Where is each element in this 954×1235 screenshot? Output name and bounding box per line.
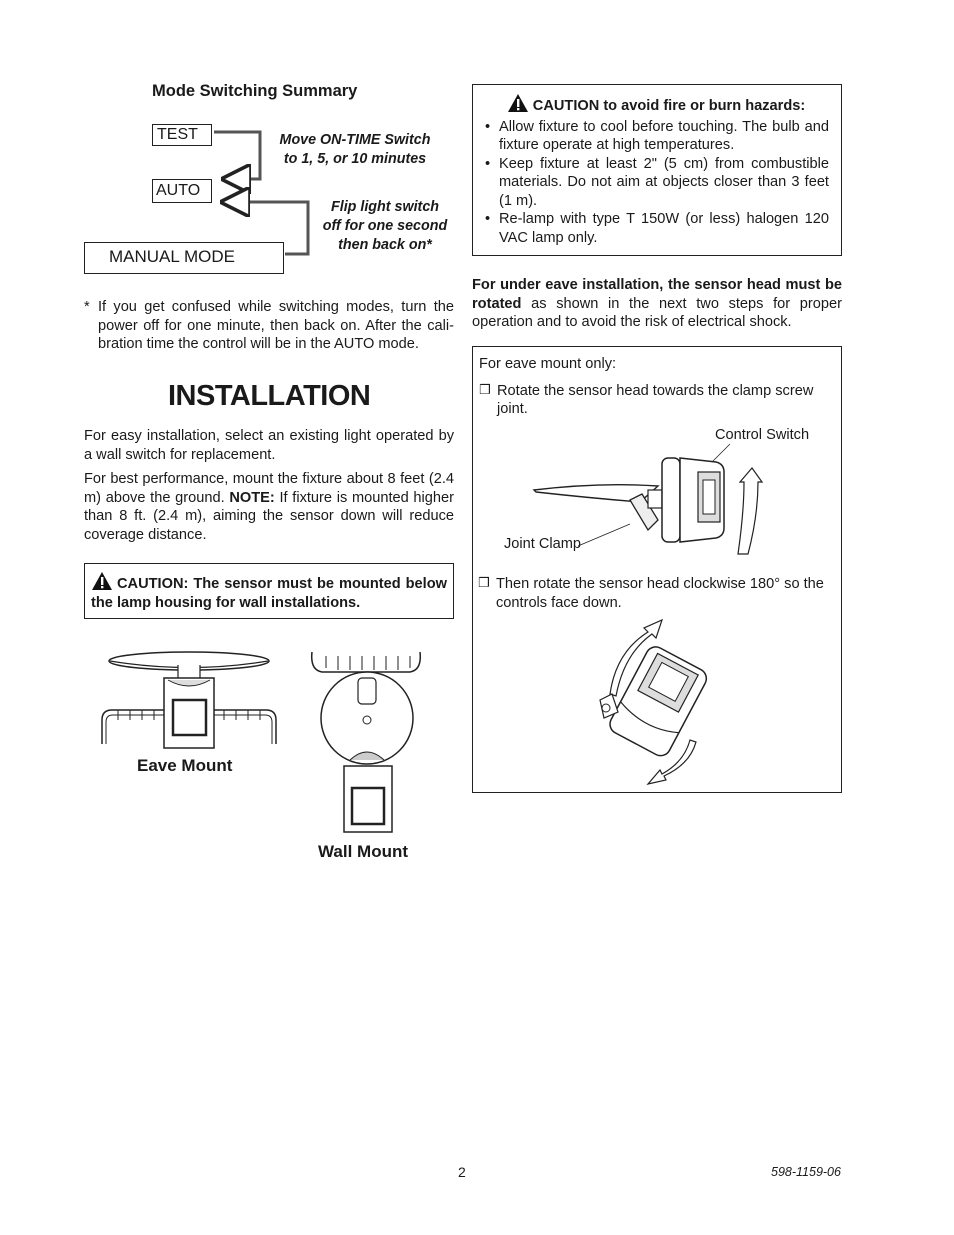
- mode-summary-title: Mode Switching Summary: [152, 82, 358, 100]
- warning-icon: [507, 93, 529, 113]
- auto-mode-box: [152, 179, 212, 203]
- footnote-marker: *: [84, 299, 90, 315]
- fire-caution-list: [483, 118, 829, 248]
- manual-mode-label: MANUAL MODE: [109, 247, 235, 266]
- fire-caution-title: CAUTION to avoid fire or burn hazards:: [532, 98, 806, 114]
- document-number: 598-1159-06: [771, 1165, 841, 1179]
- installation-para-2: For best performance, mount the fixture about 8 feet (2.4 m) above the ground. NOTE: If fixture is mounted higher than 8 ft. (2.4 m), aiming the sensor down will reduce coverage distance.: [84, 471, 454, 543]
- mount-caution-text: CAUTION: The sensor must be mounted below the lamp housing for wall installations.: [91, 576, 447, 611]
- sensor-rotate-step1-illustration: [530, 442, 770, 562]
- list-item: • Allow fixture to cool before touching. The bulb and fixture operate at high temperatures.: [483, 118, 829, 155]
- test-mode-box: [152, 124, 212, 146]
- list-item: • Re-lamp with type T 150W (or less) halogen 120 VAC lamp only.: [483, 210, 829, 247]
- eave-step-2: ❒ Then rotate the sensor head clockwise 180° so the controls face down.: [478, 575, 854, 612]
- mount-caution-box: [84, 563, 454, 619]
- flip-switch-instruction: Flip light switch off for one second then back on*: [322, 199, 448, 253]
- test-to-auto-arrow: [214, 132, 260, 179]
- wall-mount-illustration: [306, 648, 426, 834]
- wall-mount-label: Wall Mount: [318, 842, 409, 861]
- control-switch-label: Control Switch: [715, 427, 810, 443]
- eave-intro: For eave mount only:: [479, 356, 617, 372]
- footnote-text: If you get confused while switching modes, turn the power off for one minute, then back on. After the cali-bration time the control will be in the AUTO mode.: [98, 299, 454, 352]
- warning-icon: [91, 571, 113, 591]
- eave-step-1: ❒ Rotate the sensor head towards the clamp screw joint.: [479, 382, 835, 419]
- list-item: • Keep fixture at least 2" (5 cm) from combustible materials. Do not aim at objects closer than 3 feet (1 m).: [483, 155, 829, 211]
- manual-mode-box: [84, 242, 284, 274]
- sensor-rotate-step2-illustration: [590, 616, 720, 792]
- joint-clamp-label: Joint Clamp: [504, 536, 582, 552]
- page-number: 2: [458, 1164, 466, 1180]
- test-mode-label: TEST: [157, 126, 198, 143]
- eave-mount-label: Eave Mount: [137, 756, 233, 775]
- auto-mode-label: AUTO: [156, 182, 201, 199]
- eave-note: For under eave installation, the sensor head must be rotated as shown in the next two steps for proper operation and to avoid the risk of electrical shock.: [472, 277, 842, 330]
- installation-para-1: For easy installation, select an existing light operated by a wall switch for replacement.: [84, 428, 454, 463]
- eave-mount-illustration: [98, 648, 280, 752]
- fire-caution-box: [472, 84, 842, 256]
- on-time-instruction: Move ON-TIME Switch to 1, 5, or 10 minutes: [279, 132, 431, 167]
- installation-heading: INSTALLATION: [168, 380, 371, 412]
